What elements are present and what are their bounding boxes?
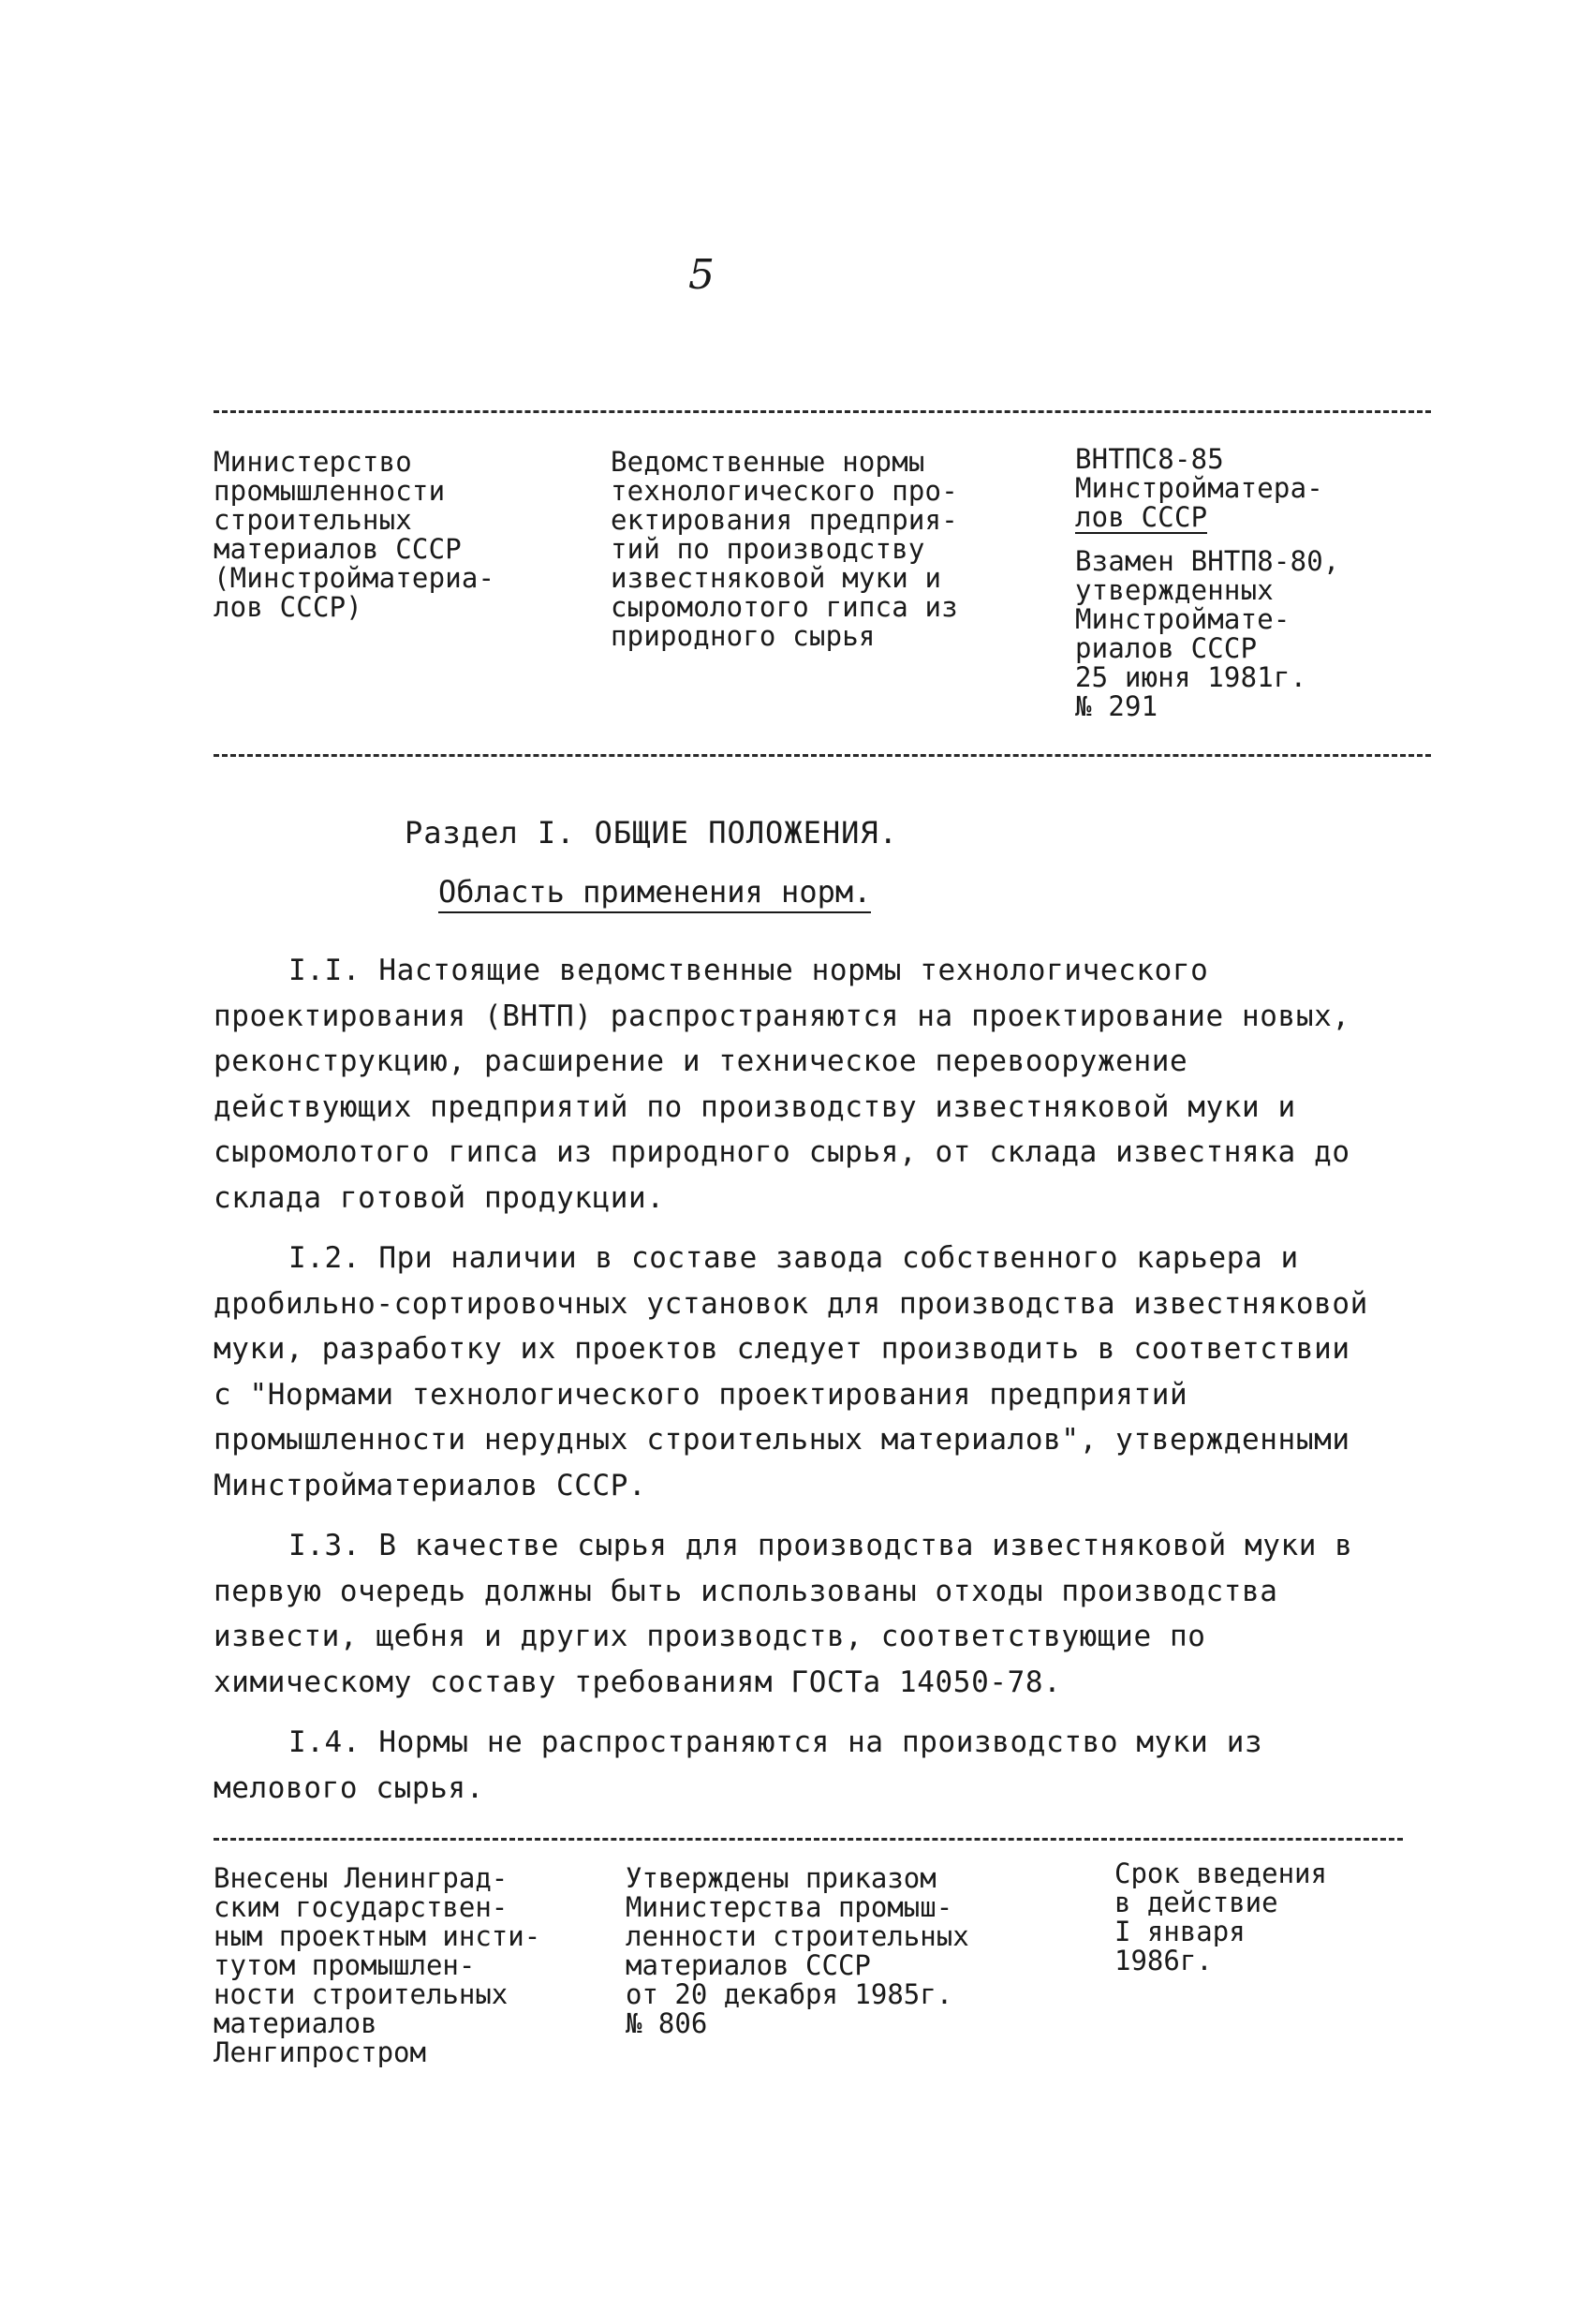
header-ministry-line: строительных xyxy=(214,504,412,536)
replacement-line: Взамен ВНТП8-80, xyxy=(1075,545,1340,577)
footer-center-line: ленности строительных xyxy=(626,1920,969,1952)
header-title-line: природного сырья xyxy=(611,620,876,652)
footer-center-line: от 20 декабря 1985г. xyxy=(626,1978,953,2010)
replacement-line: 25 июня 1981г. xyxy=(1075,661,1307,693)
footer-approved-by xyxy=(626,1864,969,2038)
header-document-title xyxy=(611,448,958,651)
replacement-line: Минстройматe- xyxy=(1075,603,1291,635)
footer-left-line: Ленгипростром xyxy=(214,2036,426,2068)
header-ministry-line: (Минстройматериа- xyxy=(214,562,495,594)
footer-left-line: тутом промышлен- xyxy=(214,1949,476,1981)
header-ministry xyxy=(214,448,494,622)
header-bottom-rule xyxy=(214,754,1431,757)
footer-center-line: Министерства промыш- xyxy=(626,1891,953,1923)
subsection-title: Область применения норм. xyxy=(438,874,871,913)
footer-right-line: 1986г. xyxy=(1114,1945,1213,1976)
header-title-line: тий по производству xyxy=(611,533,925,565)
header-title-line: сыромолотого гипса из xyxy=(611,591,958,623)
header-title-line: технологического про- xyxy=(611,475,958,507)
header-ministry-line: Министерство xyxy=(214,446,412,478)
footer-top-rule xyxy=(214,1838,1403,1841)
footer-right-line: I января xyxy=(1114,1916,1246,1947)
header-ministry-line: лов СССР) xyxy=(214,591,362,623)
header-title-line: ектирования предприя- xyxy=(611,504,958,536)
paragraph-1-1: I.I. Настоящие ведомственные нормы технологического проектирования (ВНТП) распространяются на проектирование новых, реконструкцию, расширение и техническое перевооружение действующих предприятий по производству известняковой муки и сыромолотого гипса из природного сырья, от склада известняка до склада готовой продукции. xyxy=(214,954,1350,1215)
issuer-line: Минстройматера- xyxy=(1075,472,1323,504)
footer-center-line: материалов СССР xyxy=(626,1949,871,1981)
replacement-line: риалов СССР xyxy=(1075,632,1258,664)
header-ministry-line: промышленности xyxy=(214,475,446,507)
document-code: ВНТПС8-85 xyxy=(1075,443,1224,475)
replacement-line: № 291 xyxy=(1075,690,1158,722)
footer-center-line: Утверждены приказом xyxy=(626,1862,937,1894)
footer-left-line: ским государствен- xyxy=(214,1891,509,1923)
body-text xyxy=(214,948,1384,1826)
paragraph-1-2: I.2. При наличии в составе завода собственного карьера и дробильно-сортировочных установок для производства известняковой муки, разработку их проектов следует производить в соответствии с "Нормами технологического проектирования предприятий промышленности нерудных строительных материалов", утвержденными Минстройматериалов СССР. xyxy=(214,1241,1368,1502)
header-top-rule xyxy=(214,410,1431,413)
footer-left-line: материалов xyxy=(214,2007,377,2039)
paragraph-1-3: I.3. В качестве сырья для производства известняковой муки в первую очередь должны быть использованы отходы производства извести, щебня и других производств, соответствующие по химическому составу требованиям ГОСТа 14050-78. xyxy=(214,1529,1353,1699)
issuer-line: лов СССР xyxy=(1075,501,1208,533)
section-title: Раздел I. ОБЩИЕ ПОЛОЖЕНИЯ. xyxy=(405,815,898,851)
header-document-code xyxy=(1075,445,1340,721)
paragraph-1-4: I.4. Нормы не распространяются на производство муки из мелового сырья. xyxy=(214,1725,1263,1805)
header-title-line: известняковой муки и xyxy=(611,562,942,594)
header-title-line: Ведомственные нормы xyxy=(611,446,925,478)
footer-right-line: в действие xyxy=(1114,1887,1278,1918)
footer-right-line: Срок введения xyxy=(1114,1858,1327,1889)
replacement-line: утвержденных xyxy=(1075,574,1274,606)
footer-submitted-by xyxy=(214,1864,540,2067)
footer-effective-date xyxy=(1114,1859,1327,1976)
footer-left-line: Внесены Ленинград- xyxy=(214,1862,509,1894)
page-number: 5 xyxy=(688,251,715,299)
footer-left-line: ным проектным инсти- xyxy=(214,1920,541,1952)
footer-left-line: ности строительных xyxy=(214,1978,509,2010)
header-ministry-line: материалов СССР xyxy=(214,533,462,565)
footer-center-line: № 806 xyxy=(626,2007,708,2039)
